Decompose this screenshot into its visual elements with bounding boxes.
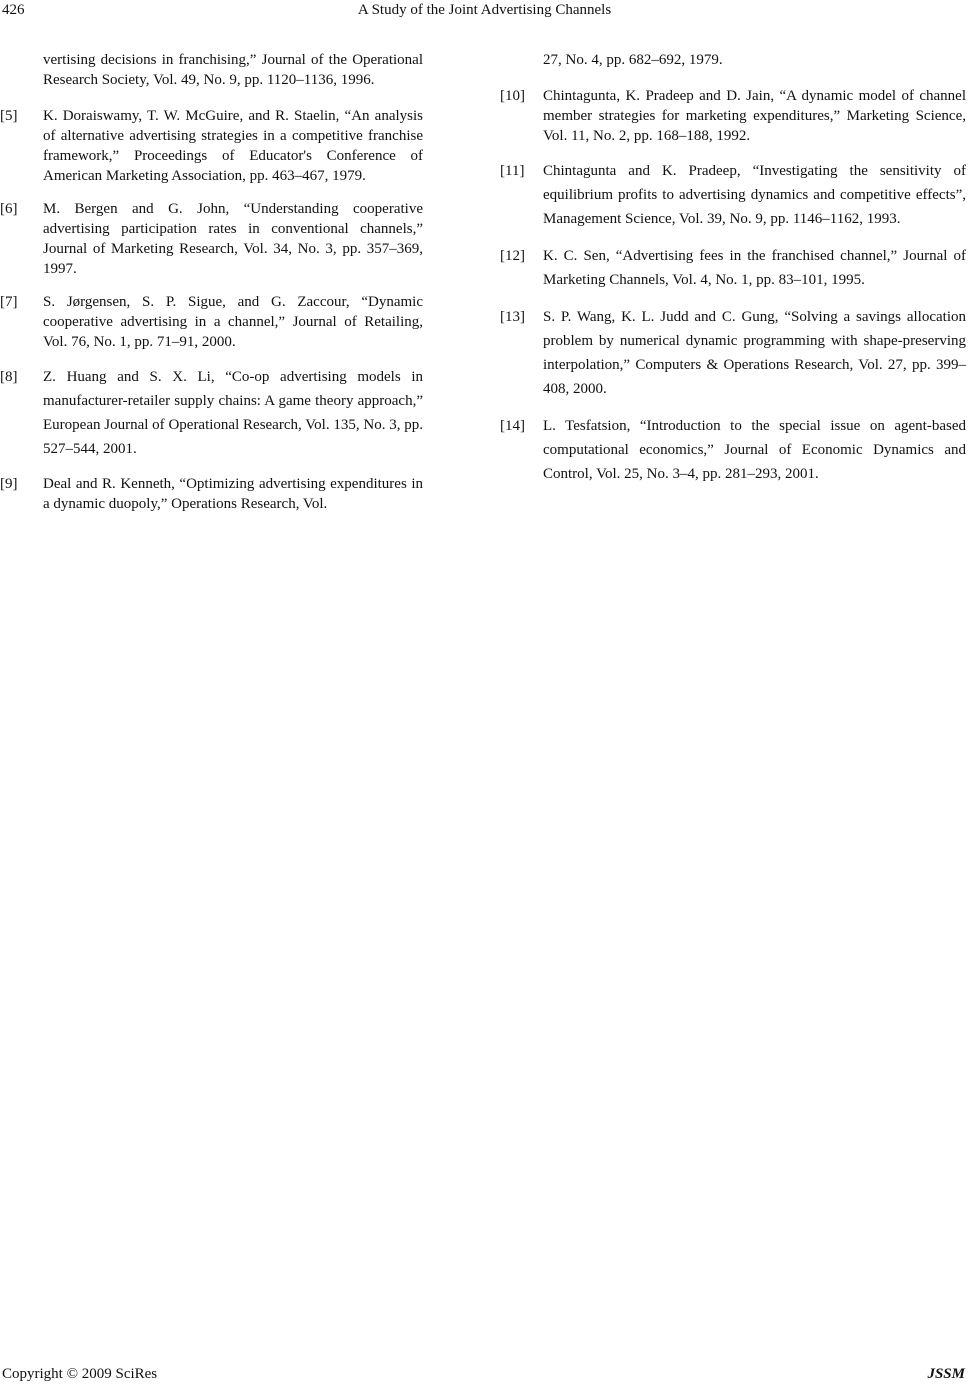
journal-abbreviation: JSSM xyxy=(927,1366,965,1382)
reference-text: M. Bergen and G. John, “Understanding cooperative advertising participation rates in conventional channels,” Journal of Marketing Research, Vol. 34, No. 3, pp. 357–369, 1997. xyxy=(43,201,423,277)
reference-text: 27, No. 4, pp. 682–692, 1979. xyxy=(543,52,723,68)
reference-text: Chintagunta, K. Pradeep and D. Jain, “A dynamic model of channel member strategies for marketing expenditures,” Marketing Science, Vol. 11, No. 2, pp. 168–188, 1992. xyxy=(543,88,966,144)
reference-number: [5] xyxy=(0,108,18,124)
reference-continuation xyxy=(0,50,423,90)
reference-text: Z. Huang and S. X. Li, “Co-op advertising models in manufacturer-retailer supply chains: A game theory approach,” European Journal of Operational Research, Vol. 135, No. 3, pp. 527–544, 2001. xyxy=(43,369,423,457)
reference-text: K. Doraiswamy, T. W. McGuire, and R. Staelin, “An analysis of alternative advertising strategies in a competitive franchise framework,” Proceedings of Educator's Conference of American Marketing Association, pp. 463–467, 1979. xyxy=(43,108,423,184)
reference-text: vertising decisions in franchising,” Journal of the Operational Research Society, Vol. 49, No. 9, pp. 1120–1136, 1996. xyxy=(43,52,423,88)
reference-number: [9] xyxy=(0,476,18,492)
page-number: 426 xyxy=(2,2,25,18)
reference-10 xyxy=(500,86,966,146)
reference-14 xyxy=(500,414,966,486)
reference-number: [14] xyxy=(500,418,525,434)
reference-text: K. C. Sen, “Advertising fees in the franchised channel,” Journal of Marketing Channels, Vol. 4, No. 1, pp. 83–101, 1995. xyxy=(543,248,966,288)
reference-12 xyxy=(500,244,966,292)
reference-7 xyxy=(0,292,423,352)
reference-number: [11] xyxy=(500,163,525,179)
reference-number: [8] xyxy=(0,369,18,385)
reference-number: [6] xyxy=(0,201,18,217)
reference-9 xyxy=(0,474,423,514)
running-title: A Study of the Joint Advertising Channels xyxy=(357,2,612,18)
page-header xyxy=(0,0,969,24)
reference-11 xyxy=(500,159,966,231)
reference-text: L. Tesfatsion, “Introduction to the special issue on agent-based computational economics,” Journal of Economic Dynamics and Control, Vol. 25, No. 3–4, pp. 281–293, 2001. xyxy=(543,418,966,482)
reference-6 xyxy=(0,199,423,279)
reference-5 xyxy=(0,106,423,186)
right-column xyxy=(500,50,966,499)
reference-number: [10] xyxy=(500,88,525,104)
reference-continuation xyxy=(500,50,966,70)
page-footer xyxy=(0,1364,969,1386)
reference-number: [7] xyxy=(0,294,18,310)
reference-number: [13] xyxy=(500,309,525,325)
reference-number: [12] xyxy=(500,248,525,264)
copyright-notice: Copyright © 2009 SciRes xyxy=(2,1366,158,1382)
reference-text: S. P. Wang, K. L. Judd and C. Gung, “Solving a savings allocation problem by numerical dynamic programming with shape-preserving interpolation,” Computers & Operations Research, Vol. 27, pp. 399–408, 2000. xyxy=(543,309,966,397)
left-column xyxy=(0,50,423,527)
reference-text: Deal and R. Kenneth, “Optimizing advertising expenditures in a dynamic duopoly,” Operations Research, Vol. xyxy=(43,476,423,512)
reference-13 xyxy=(500,305,966,401)
reference-text: Chintagunta and K. Pradeep, “Investigating the sensitivity of equilibrium profits to advertising dynamics and competitive effects”, Management Science, Vol. 39, No. 9, pp. 1146–1162, 1993. xyxy=(543,163,966,227)
reference-text: S. Jørgensen, S. P. Sigue, and G. Zaccour, “Dynamic cooperative advertising in a channel,” Journal of Retailing, Vol. 76, No. 1, pp. 71–91, 2000. xyxy=(43,294,423,350)
reference-8 xyxy=(0,365,423,461)
